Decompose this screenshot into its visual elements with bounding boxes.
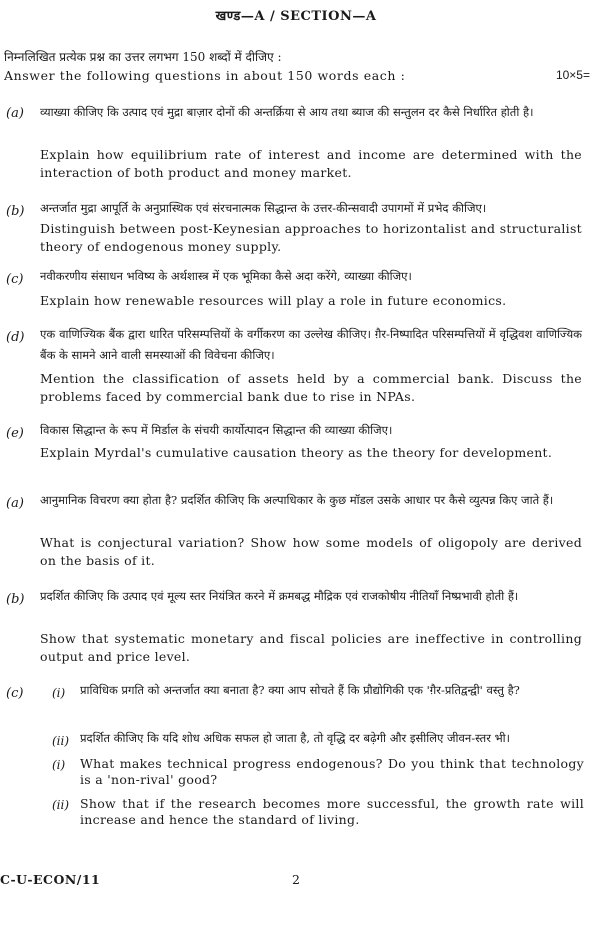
question-2c-i-english: What makes technical progress endogenous? Do you think that technology is a 'non-rival' good? [80,756,584,787]
question-1e-hindi: विकास सिद्धान्त के रूप में मिर्डाल के संचयी कार्योत्पादन सिद्धान्त की व्याख्या कीजिए। [40,423,393,437]
paper-code: C-U-ECON/11 [0,872,101,887]
question-1e-english: Explain Myrdal's cumulative causation theory as the theory for development. [40,445,553,460]
instructions-english: Answer the following questions in about 150 words each : [4,68,406,83]
question-2c-label: (c) [6,686,24,701]
question-2c-ii-hindi: प्रदर्शित कीजिए कि यदि शोध अधिक सफल हो जाता है, तो वृद्धि दर बढ़ेगी और इसीलिए जीवन-स्तर भी। [80,731,510,745]
question-2c-i-label-english: (i) [52,758,66,772]
question-1b-label: (b) [6,204,25,219]
question-2b-english: Show that systematic monetary and fiscal policies are ineffective in controlling output and price level. [40,631,582,664]
question-2a-label: (a) [6,496,24,511]
question-1e-label: (e) [6,426,24,441]
question-1c-label: (c) [6,272,24,287]
instructions-hindi: निम्नलिखित प्रत्येक प्रश्न का उत्तर लगभग 150 शब्दों में दीजिए : [4,50,282,64]
question-2c-i-label-hindi: (i) [52,686,66,700]
question-2b-label: (b) [6,592,25,607]
question-2c-ii-english: Show that if the research becomes more successful, the growth rate will increase and hence the standard of living. [80,796,584,827]
question-2c-i-hindi: प्राविधिक प्रगति को अन्तर्जात क्या बनाता है? क्या आप सोचते हैं कि प्रौद्योगिकी एक 'ग़ैर-प्रतिद्वन्द्वी' वस्तु है? [80,683,520,697]
question-1d-label: (d) [6,330,25,345]
question-2a-english: What is conjectural variation? Show how some models of oligopoly are derived on the basis of it. [40,535,582,568]
question-1b-english: Distinguish between post-Keynesian approaches to horizontalist and structuralist theory of endogenous money supply. [40,221,582,254]
question-1b-hindi: अन्तर्जात मुद्रा आपूर्ति के अनुप्रास्थिक एवं संरचनात्मक सिद्धान्त के उत्तर-कीन्सवादी उपागमों में प्रभेद कीजिए। [40,201,487,215]
question-2c-ii-label-hindi: (ii) [52,734,70,748]
page-number: 2 [292,872,300,887]
question-1a-english: Explain how equilibrium rate of interest and income are determined with the interaction of both product and money market. [40,147,582,180]
question-2b-hindi: प्रदर्शित कीजिए कि उत्पाद एवं मूल्य स्तर नियंत्रित करने में क्रमबद्ध मौद्रिक एवं राजकोषीय नीतियाँ निष्प्रभावी होती हैं। [40,589,519,603]
question-1d-hindi: एक वाणिज्यिक बैंक द्वारा धारित परिसम्पत्तियों के वर्गीकरण का उल्लेख कीजिए। ग़ैर-निष्पादित परिसम्पत्तियों में वृद्धिवश वाणिज्यिक बैंक के सामने आने वाली समस्याओं की विवेचना कीजिए। [40,327,582,362]
question-2c-ii-label-english: (ii) [52,798,70,812]
question-1c-english: Explain how renewable resources will play a role in future economics. [40,293,507,308]
marks-allocation: 10×5= [555,68,590,82]
question-1a-hindi: व्याख्या कीजिए कि उत्पाद एवं मुद्रा बाज़ार दोनों की अन्तर्क्रिया से आय तथा ब्याज की सन्तुलन दर कैसे निर्धारित होती है। [40,105,534,119]
question-2a-hindi: आनुमानिक विचरण क्या होता है? प्रदर्शित कीजिए कि अल्पाधिकार के कुछ मॉडल उसके आधार पर कैसे व्युत्पन्न किए जाते हैं। [40,493,554,507]
question-1a-label: (a) [6,106,24,121]
question-1c-hindi: नवीकरणीय संसाधन भविष्य के अर्थशास्त्र में एक भूमिका कैसे अदा करेंगे, व्याख्या कीजिए। [40,269,412,283]
question-1d-english: Mention the classification of assets held by a commercial bank. Discuss the problems faced by commercial bank due to rise in NPAs. [40,371,582,404]
section-header: खण्ड—A / SECTION—A [215,9,377,24]
